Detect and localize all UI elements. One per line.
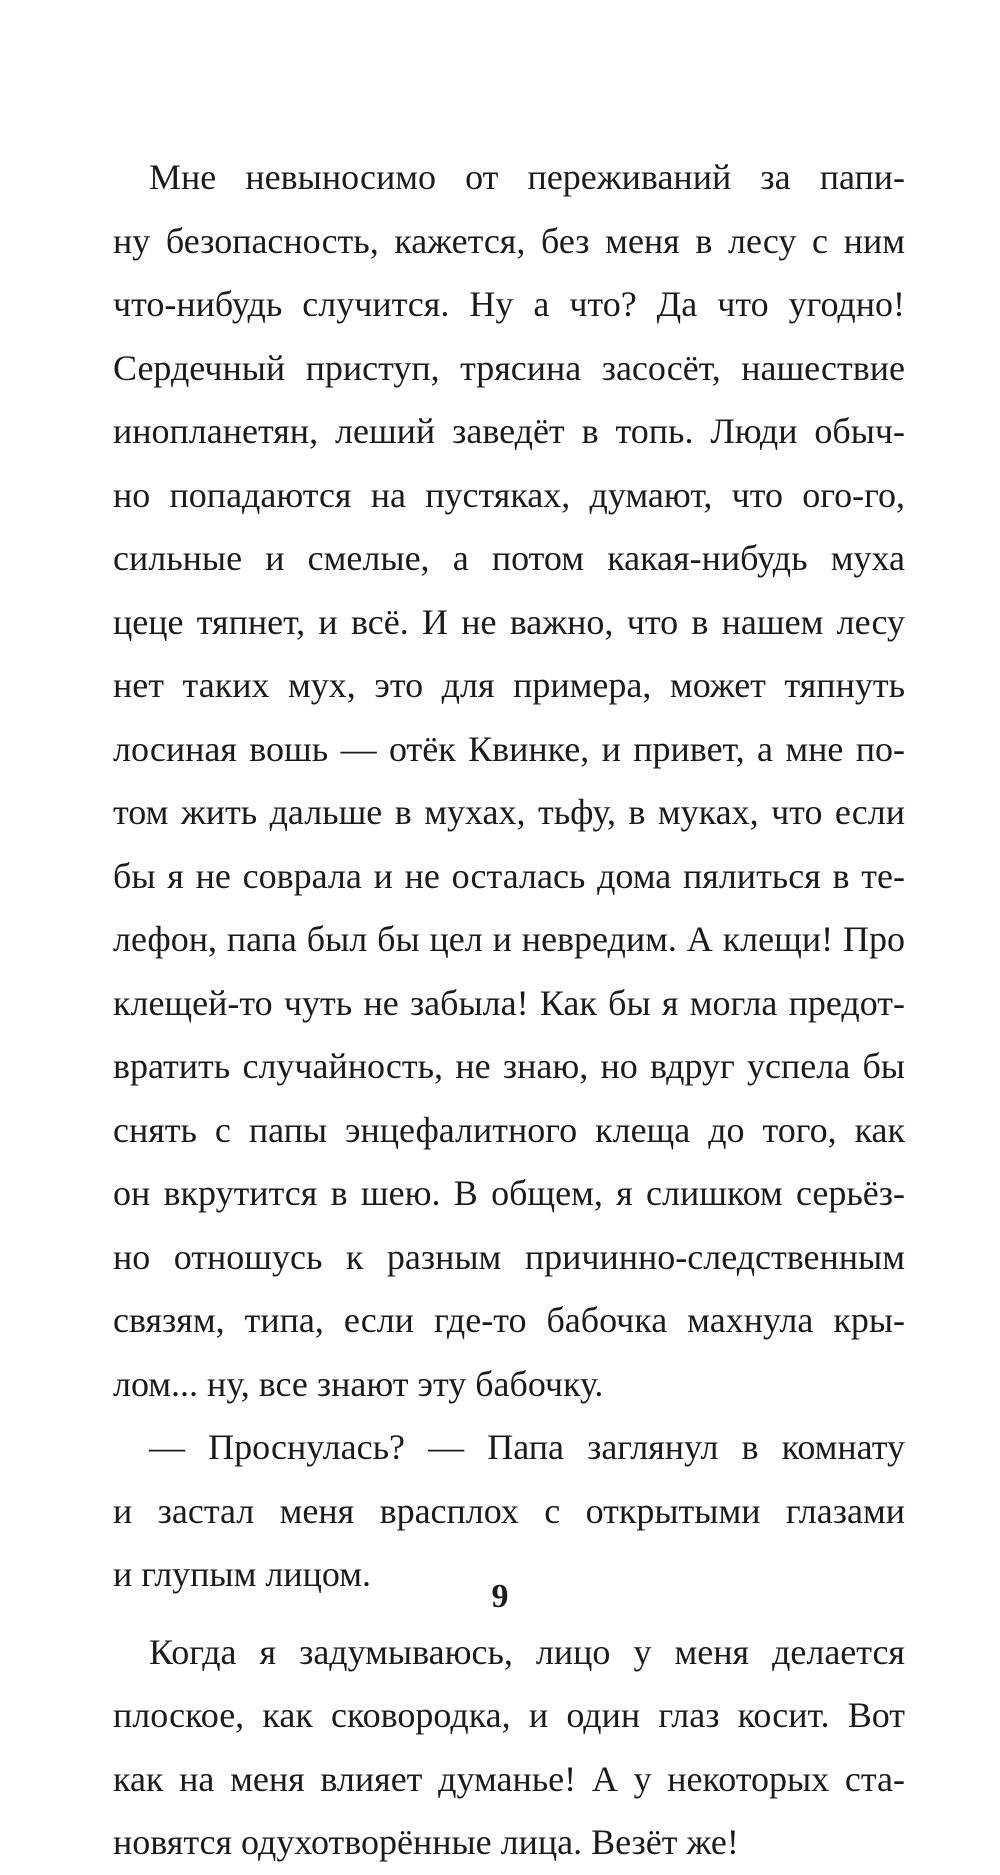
text-line: бы я не соврала и не осталась дома пялиться в те-	[113, 855, 905, 896]
text-line: снять с папы энцефалитного клеща до того, как	[113, 1109, 905, 1150]
text-line: и глупым лицом.	[113, 1554, 371, 1594]
text-line: Мне невыносимо от переживаний за папи-	[149, 157, 905, 197]
text-line: и застал меня врасплох с открытыми глазами	[113, 1490, 905, 1531]
text-line: том жить дальше в мухах, тьфу, в муках, что если	[113, 792, 905, 832]
text-line: но отношусь к разным причинно-следственным	[113, 1236, 905, 1277]
text-line: плоское, как сковородка, и один глаз косит. Вот	[113, 1695, 905, 1735]
text-line: клещей-то чуть не забыла! Как бы я могла предот-	[113, 982, 905, 1023]
text-line: Когда я задумываюсь, лицо у меня делается	[149, 1631, 905, 1672]
text-line: лом... ну, все знают эту бабочку.	[113, 1363, 604, 1404]
text-line: лефон, папа был бы цел и невредим. А клещи! Про	[113, 919, 905, 959]
text-line: вратить случайность, не знаю, но вдруг успела бы	[113, 1046, 905, 1086]
text-line: ну безопасность, кажется, без меня в лесу с ним	[113, 220, 905, 261]
text-line: новятся одухотворённые лица. Везёт же!	[113, 1822, 739, 1862]
text-line: нет таких мух, это для примера, может тяпнуть	[113, 665, 905, 705]
text-line: сильные и смелые, а потом какая-нибудь муха	[113, 538, 905, 578]
text-line: Сердечный приступ, трясина засосёт, нашествие	[113, 347, 905, 388]
text-line: связям, типа, если где-то бабочка махнула кры-	[113, 1300, 905, 1340]
text-line: как на меня влияет думанье! А у некоторых ста-	[113, 1758, 905, 1799]
text-line: он вкрутится в шею. В общем, я слишком серьёз-	[113, 1173, 905, 1213]
text-line: — Проснулась? — Папа заглянул в комнату	[149, 1427, 905, 1467]
text-line: лосиная вошь — отёк Квинке, и привет, а мне по-	[113, 728, 905, 769]
text-line: цеце тяпнет, и всё. И не важно, что в нашем лесу	[113, 601, 905, 642]
page-number: 9	[491, 1578, 509, 1615]
text-line: инопланетян, леший заведёт в топь. Люди обыч-	[113, 411, 905, 451]
text-line: но попадаются на пустяках, думают, что ого-го,	[113, 474, 905, 515]
text-line: что-нибудь случится. Ну а что? Да что угодно!	[113, 284, 905, 324]
